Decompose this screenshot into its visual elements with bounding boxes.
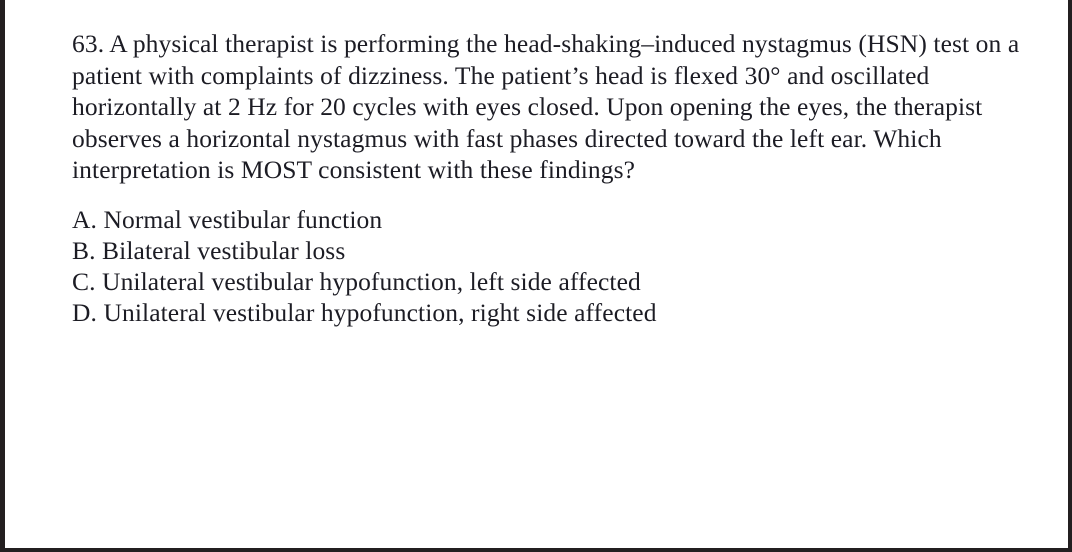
page-left-border — [0, 0, 5, 552]
answer-choice-c[interactable]: C. Unilateral vestibular hypofunction, left side affected — [72, 266, 641, 296]
page-right-border — [1068, 0, 1072, 552]
question-stem: 63. A physical therapist is performing the head-shaking–induced nystagmus (HSN) test on a patient with complaints of dizziness. The patient’s head is flexed 30° and oscillated horizontally at 2 Hz for 20 cycles with eyes closed. Upon opening the eyes, the therapist observes a horizontal nystagmus with fast phases directed toward the left ear. Which interpretation is MOST consistent with these findings? — [72, 29, 1020, 184]
page-bottom-border — [0, 548, 1072, 552]
answer-choice-d[interactable]: D. Unilateral vestibular hypofunction, right side affected — [72, 297, 657, 327]
answer-choice-b[interactable]: B. Bilateral vestibular loss — [72, 235, 346, 265]
question-block — [72, 28, 1032, 328]
answer-choice-a[interactable]: A. Normal vestibular function — [72, 204, 383, 234]
answer-choices-list — [72, 204, 1032, 328]
